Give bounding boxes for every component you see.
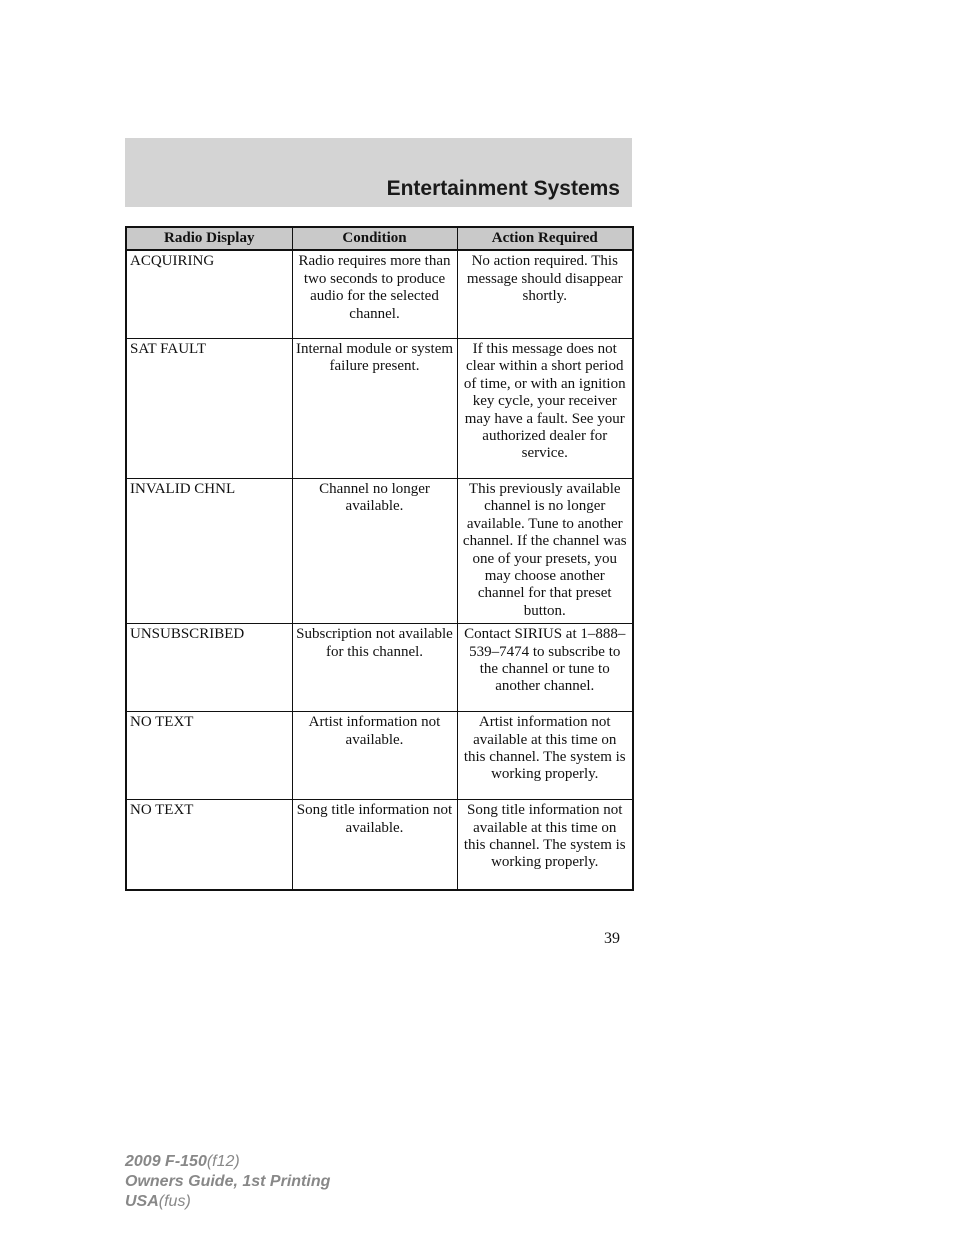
table-row bbox=[126, 338, 633, 478]
condition-cell: Subscription not available for this channel. bbox=[292, 624, 457, 712]
radio-display-cell: INVALID CHNL bbox=[126, 478, 292, 623]
column-header-action-required: Action Required bbox=[457, 227, 633, 250]
section-header-band bbox=[125, 138, 632, 207]
print-footer bbox=[125, 1152, 330, 1212]
radio-display-cell: NO TEXT bbox=[126, 800, 292, 890]
condition-cell: Radio requires more than two seconds to produce audio for the selected channel. bbox=[292, 250, 457, 338]
condition-cell: Song title information not available. bbox=[292, 800, 457, 890]
footer-model: 2009 F-150 bbox=[125, 1153, 207, 1170]
radio-display-cell: ACQUIRING bbox=[126, 250, 292, 338]
radio-display-cell: NO TEXT bbox=[126, 712, 292, 800]
radio-display-cell: SAT FAULT bbox=[126, 338, 292, 478]
table-header-row bbox=[126, 227, 633, 250]
footer-model-code: (f12) bbox=[206, 1153, 240, 1170]
condition-cell: Internal module or system failure present. bbox=[292, 338, 457, 478]
table-row bbox=[126, 624, 633, 712]
table-row bbox=[126, 250, 633, 338]
action-cell: No action required. This message should disappear shortly. bbox=[457, 250, 633, 338]
condition-cell: Artist information not available. bbox=[292, 712, 457, 800]
condition-cell: Channel no longer available. bbox=[292, 478, 457, 623]
table-row bbox=[126, 712, 633, 800]
action-cell: This previously available channel is no longer available. Tune to another channel. If the channel was one of your presets, you may choose another channel for that preset button. bbox=[457, 478, 633, 623]
column-header-radio-display: Radio Display bbox=[126, 227, 292, 250]
footer-market-code: (fus) bbox=[158, 1193, 191, 1210]
footer-guide-edition: Owners Guide, 1st Printing bbox=[125, 1173, 331, 1190]
radio-display-cell: UNSUBSCRIBED bbox=[126, 624, 292, 712]
footer-line-model bbox=[125, 1152, 330, 1172]
column-header-condition: Condition bbox=[292, 227, 457, 250]
page-number: 39 bbox=[604, 930, 620, 947]
action-cell: Contact SIRIUS at 1–888–539–7474 to subscribe to the channel or tune to another channel. bbox=[457, 624, 633, 712]
action-cell: Song title information not available at this time on this channel. The system is working properly. bbox=[457, 800, 633, 890]
action-cell: If this message does not clear within a short period of time, or with an ignition key cycle, your receiver may have a fault. See your authorized dealer for service. bbox=[457, 338, 633, 478]
action-cell: Artist information not available at this time on this channel. The system is working properly. bbox=[457, 712, 633, 800]
table-row bbox=[126, 478, 633, 623]
section-title: Entertainment Systems bbox=[386, 177, 620, 200]
footer-market: USA bbox=[125, 1193, 159, 1210]
footer-line-market bbox=[125, 1192, 330, 1212]
radio-display-table bbox=[125, 226, 634, 891]
table-row bbox=[126, 800, 633, 890]
